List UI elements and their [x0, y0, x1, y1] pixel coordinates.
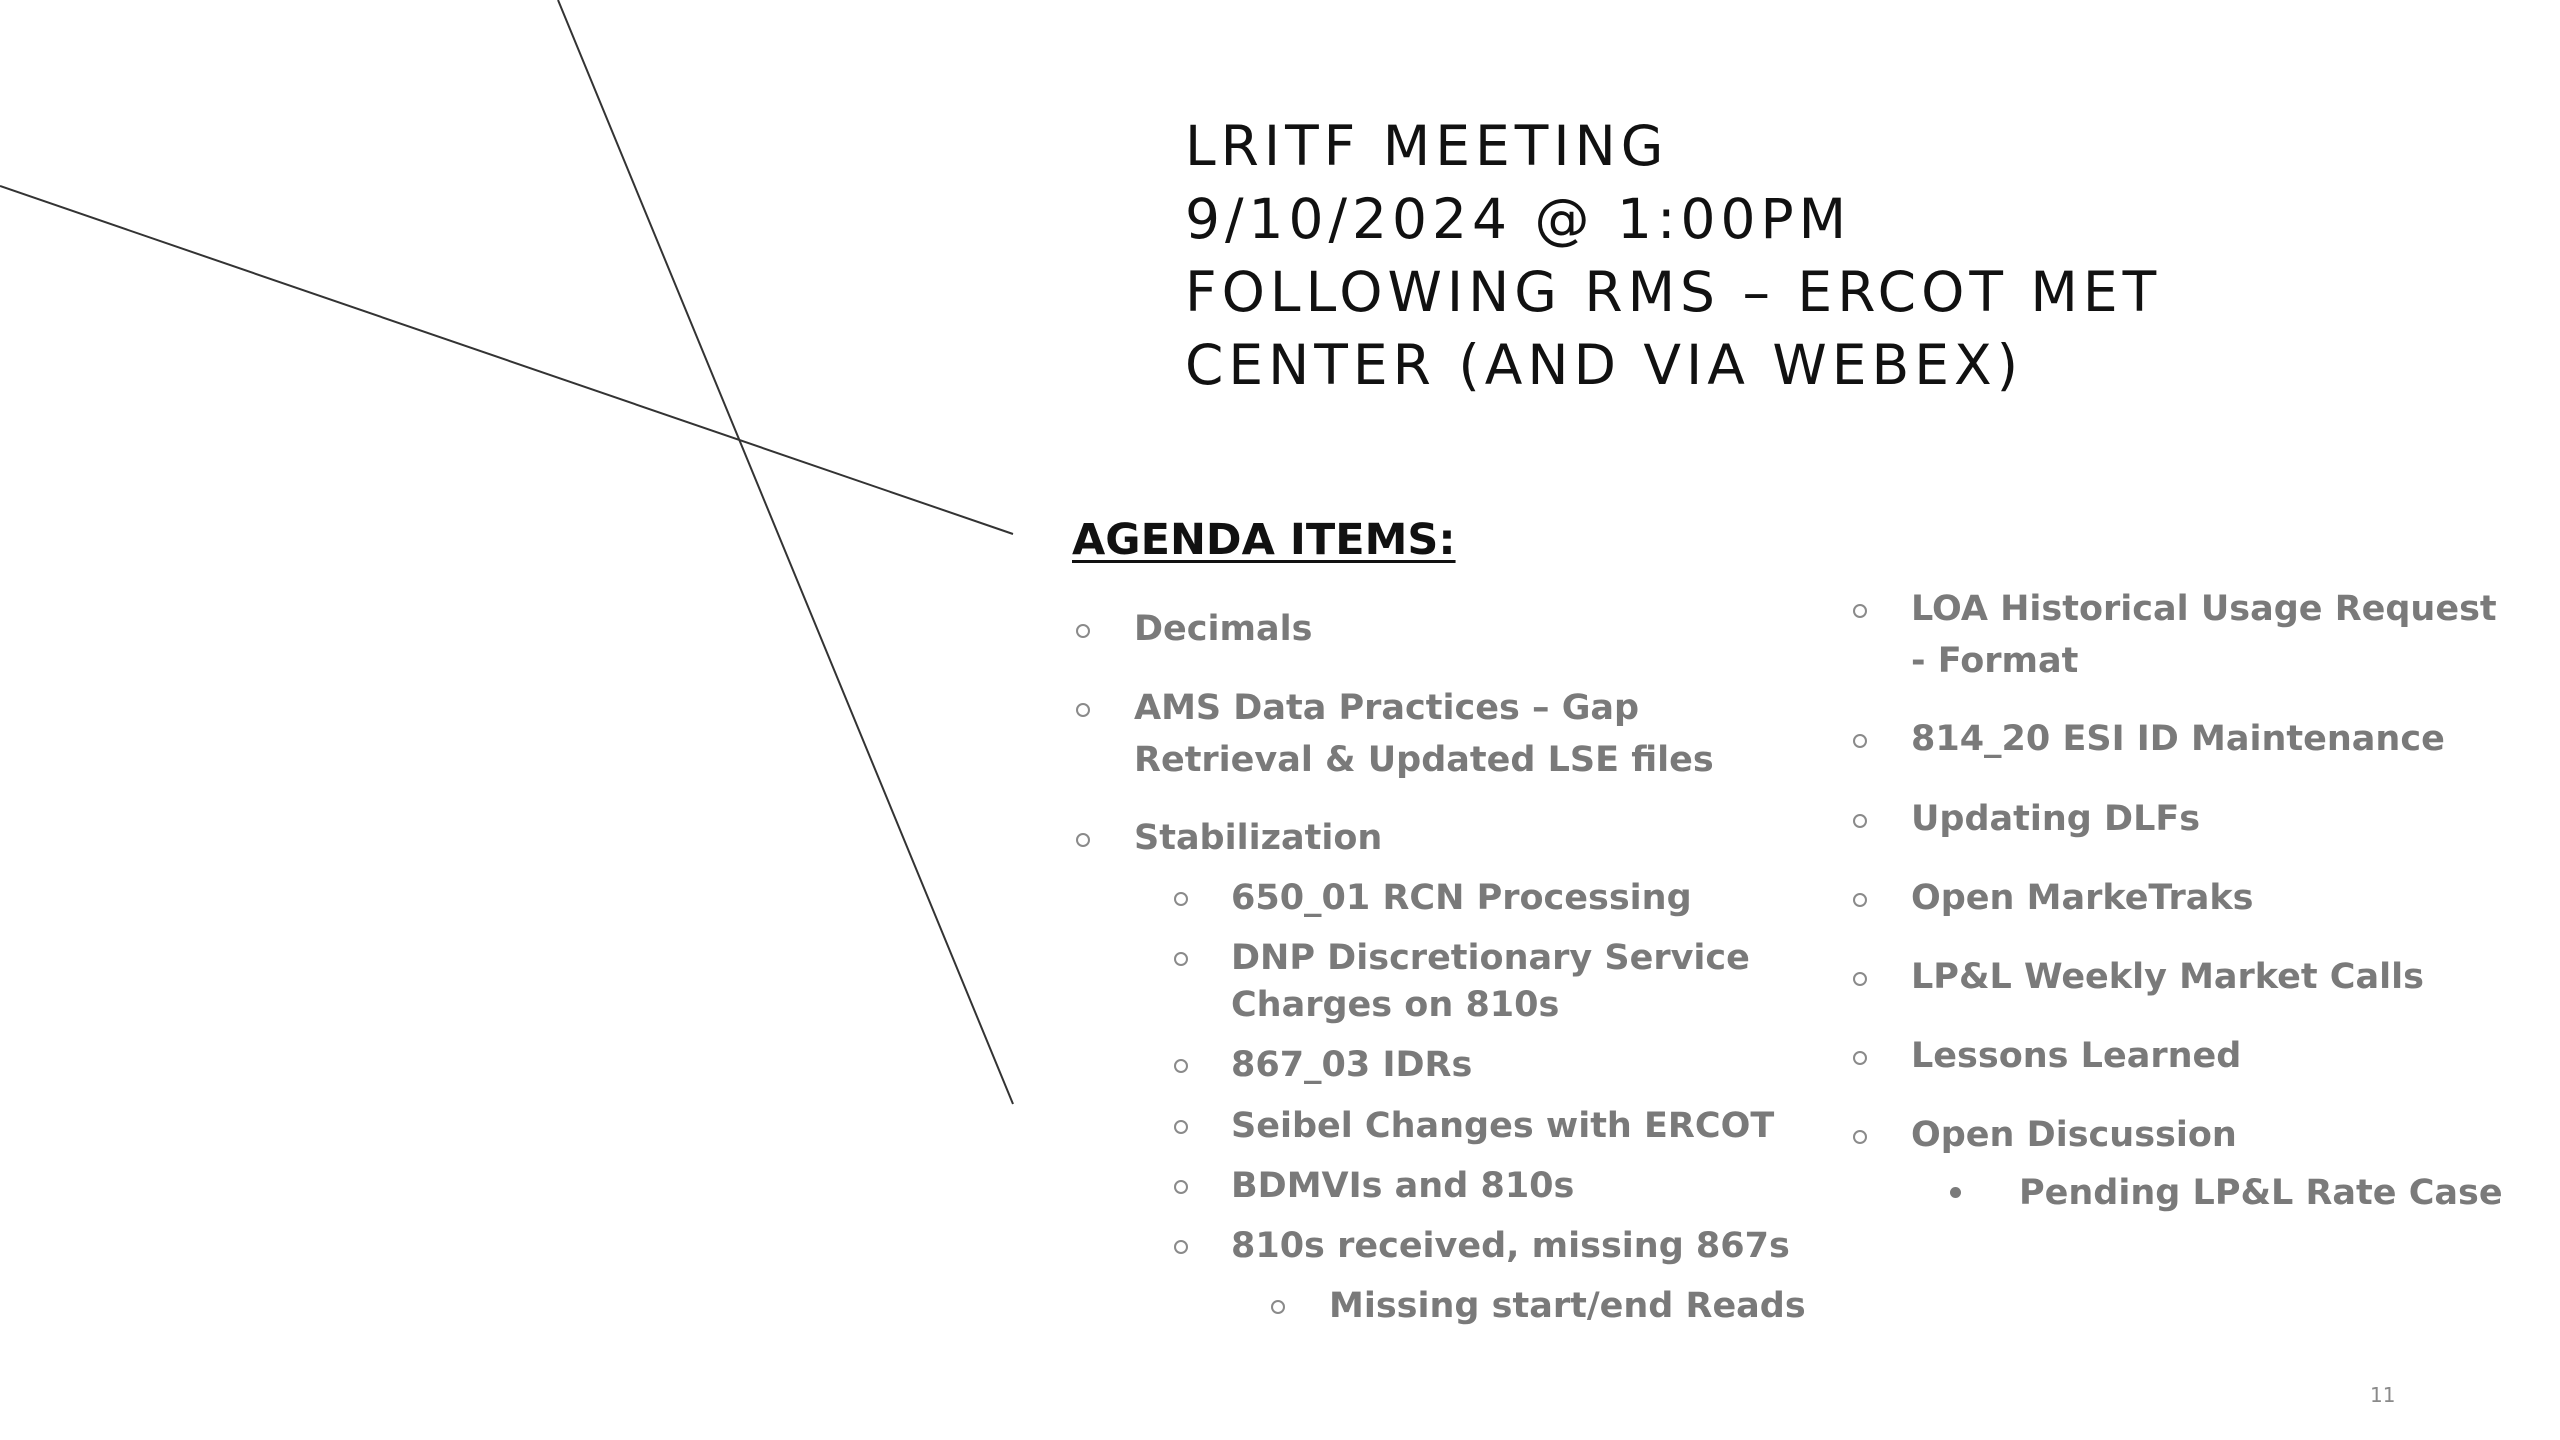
- bullet-circle-icon: [1271, 1300, 1285, 1314]
- bullet-circle-icon: [1174, 1120, 1188, 1134]
- bullet-circle-icon: [1853, 1051, 1867, 1065]
- agenda-subitem-810s-received: 810s received, missing 867s: [1231, 1226, 1790, 1266]
- bullet-circle-icon: [1853, 972, 1867, 986]
- agenda-item-open-discussion: Open Discussion: [1911, 1115, 2237, 1155]
- agenda-item-lpl-weekly-calls: LP&L Weekly Market Calls: [1911, 957, 2424, 997]
- agenda-item-loa-historical-line2: - Format: [1911, 641, 2079, 681]
- bullet-circle-icon: [1853, 1130, 1867, 1144]
- decorative-line-steep: [558, 0, 1013, 1104]
- page-number: 11: [2370, 1383, 2396, 1407]
- agenda-subitem-bdmvis: BDMVIs and 810s: [1231, 1166, 1575, 1206]
- bullet-circle-icon: [1853, 604, 1867, 618]
- slide-title: [1185, 110, 2485, 402]
- title-line-2: 9/10/2024 @ 1:00PM: [1185, 187, 1852, 251]
- agenda-subitem-dnp-discretionary: DNP Discretionary Service: [1231, 938, 1750, 978]
- agenda-subitem-pending-rate-case: Pending LP&L Rate Case: [2019, 1173, 2503, 1213]
- bullet-circle-icon: [1076, 703, 1090, 717]
- bullet-circle-icon: [1076, 833, 1090, 847]
- bullet-circle-icon: [1174, 952, 1188, 966]
- agenda-item-stabilization: Stabilization: [1134, 818, 1383, 858]
- bullet-circle-icon: [1076, 624, 1090, 638]
- bullet-circle-icon: [1174, 1059, 1188, 1073]
- bullet-circle-icon: [1174, 1180, 1188, 1194]
- agenda-item-loa-historical: LOA Historical Usage Request: [1911, 589, 2497, 629]
- agenda-subitem-dnp-discretionary-line2: Charges on 810s: [1231, 985, 1560, 1025]
- bullet-circle-icon: [1853, 734, 1867, 748]
- title-line-3: FOLLOWING RMS – ERCOT MET: [1185, 260, 2162, 324]
- agenda-heading: AGENDA ITEMS:: [1072, 515, 1456, 565]
- bullet-circle-icon: [1853, 893, 1867, 907]
- title-line-4: CENTER (AND VIA WEBEX): [1185, 333, 2024, 397]
- agenda-item-814-20: 814_20 ESI ID Maintenance: [1911, 719, 2445, 759]
- bullet-circle-icon: [1174, 892, 1188, 906]
- bullet-dot-icon: [1950, 1187, 1961, 1198]
- agenda-item-decimals: Decimals: [1134, 609, 1313, 649]
- agenda-item-open-marketraks: Open MarkeTraks: [1911, 878, 2254, 918]
- agenda-subitem-missing-reads: Missing start/end Reads: [1329, 1286, 1806, 1326]
- title-line-1: LRITF MEETING: [1185, 114, 1669, 178]
- agenda-item-updating-dlfs: Updating DLFs: [1911, 799, 2201, 839]
- agenda-subitem-867-03: 867_03 IDRs: [1231, 1045, 1473, 1085]
- bullet-circle-icon: [1853, 814, 1867, 828]
- bullet-circle-icon: [1174, 1240, 1188, 1254]
- decorative-line-shallow: [0, 186, 1013, 534]
- agenda-item-ams-data-practices: AMS Data Practices – Gap: [1134, 688, 1640, 728]
- agenda-item-ams-data-practices-line2: Retrieval & Updated LSE files: [1134, 740, 1714, 780]
- agenda-subitem-650-01: 650_01 RCN Processing: [1231, 878, 1692, 918]
- agenda-item-lessons-learned: Lessons Learned: [1911, 1036, 2242, 1076]
- agenda-subitem-seibel-changes: Seibel Changes with ERCOT: [1231, 1106, 1775, 1146]
